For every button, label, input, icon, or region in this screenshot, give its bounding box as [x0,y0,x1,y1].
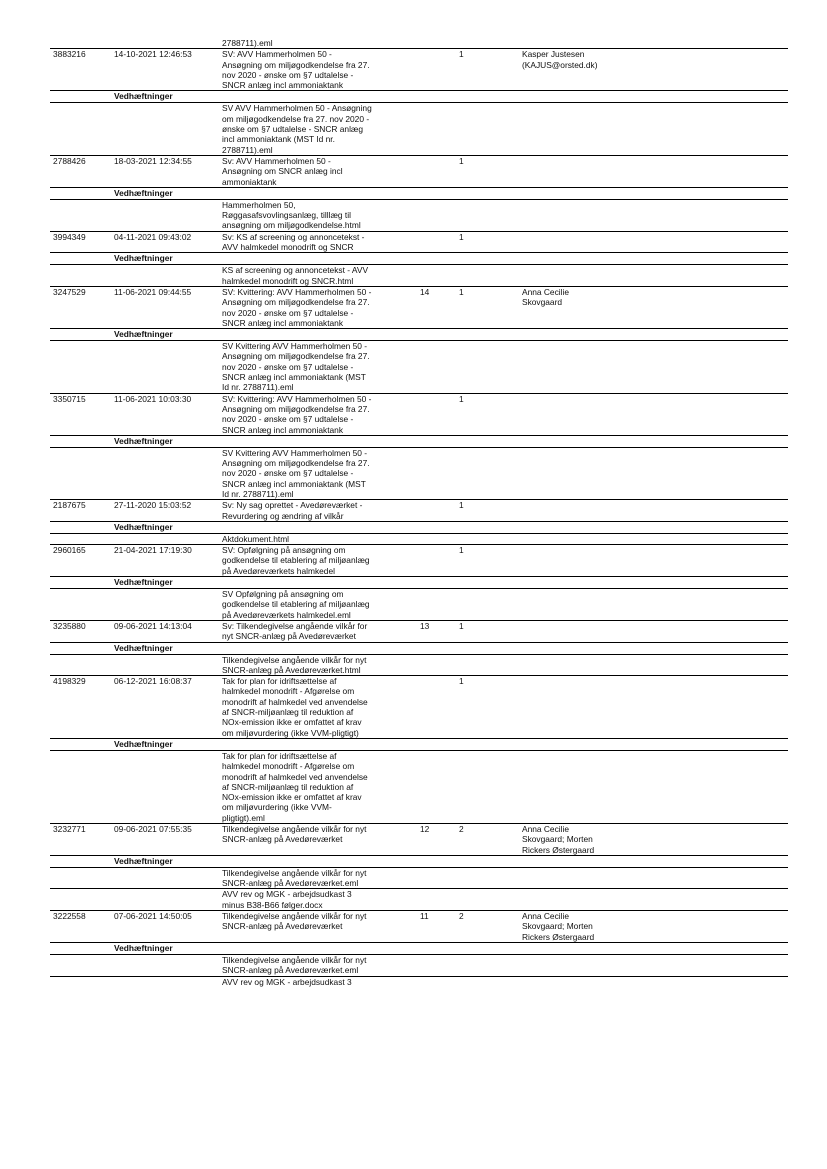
attachment-row [50,867,788,889]
attachment-indent [50,200,220,231]
record-col-a [418,545,457,576]
attachment-filename[interactable]: KS af screening og annoncetekst - AVV halmkedel monodrift og SNCR.html [222,265,369,286]
record-row[interactable] [50,231,788,253]
record-sender: Anna Cecilie Skovgaard; Morten Rickers Østergaard [522,824,595,855]
record-row[interactable] [50,286,788,328]
attachment-row [50,976,788,987]
record-row[interactable] [50,499,788,521]
record-date: 27-11-2020 15:03:52 [114,500,192,511]
attachment-filename[interactable]: AVV rev og MGK - arbejdsudkast 3 minus B38-B66 følger.docx [222,889,352,910]
record-id: 2788426 [53,155,86,166]
record-date: 09-06-2021 07:55:35 [114,824,192,834]
record-sender [520,621,788,642]
record-col-b: 1 [459,49,464,60]
attachments-label: Vedhæftninger [114,187,173,198]
attachment-indent [50,889,220,910]
record-col-a [418,500,457,521]
attachment-filename[interactable]: Aktdokument.html [222,533,290,544]
record-row[interactable] [50,48,788,90]
attachments-header [50,252,788,264]
attachment-indent [50,955,220,976]
attachments-label: Vedhæftninger [114,521,173,532]
record-sender [520,232,788,253]
attachment-indent [50,655,220,676]
attachments-label: Vedhæftninger [114,942,173,953]
attachment-filename[interactable]: SV Kvittering AVV Hammerholmen 50 - Ansøgning om miljøgodkendelse fra 27. nov 2020 - ønske om §7 udtalelse - SNCR anlæg incl ammoniaktank (MST Id nr. 2788711).eml [222,447,370,499]
attachments-label: Vedhæftninger [114,738,173,749]
record-col-a [418,394,457,435]
attachments-label: Vedhæftninger [114,642,173,653]
attachment-indent [50,103,220,154]
record-row[interactable] [50,910,788,942]
records-table [50,38,788,987]
record-col-b: 1 [459,155,464,166]
record-title[interactable]: Sv: Ny sag oprettet - Avedøreværket - Revurdering og ændring af vilkår [222,500,363,521]
attachment-filename[interactable]: AVV rev og MGK - arbejdsudkast 3 [222,976,352,987]
attachment-row [50,750,788,823]
attachment-filename[interactable]: Tilkendegivelse angående vilkår for nyt SNCR-anlæg på Avedøreværket.eml [222,954,367,976]
record-sender [520,394,788,435]
record-col-b: 1 [459,500,464,511]
record-row[interactable] [50,620,788,642]
attachments-header [50,90,788,102]
record-sender: Kasper Justesen (KAJUS@orsted.dk) [522,49,598,70]
attachments-header [50,328,788,340]
record-sender: Anna Cecilie Skovgaard; Morten Rickers Østergaard [522,911,595,942]
attachments-label: Vedhæftninger [114,855,173,866]
attachment-row [50,199,788,231]
record-title[interactable]: Tak for plan for idriftsættelse af halmkedel monodrift - Afgørelse om monodrift af halmkedel ved anvendelse af SNCR-miljøanlæg til reduktion af NOx-emission ikke er omfattet af krav om miljøvurdering (ikke VVM-pligtigt) [222,676,368,738]
attachment-row [50,102,788,154]
attachments-header [50,855,788,867]
attachment-filename[interactable]: SV Opfølgning på ansøgning om godkendelse til etablering af miljøanlæg på Avedøreværkets halmkedel.eml [222,589,370,620]
attachment-filename[interactable]: SV Kvittering AVV Hammerholmen 50 - Ansøgning om miljøgodkendelse fra 27. nov 2020 - ønske om §7 udtalelse - SNCR anlæg incl ammoniaktank (MST Id nr. 2788711).eml [222,341,370,393]
attachments-header [50,521,788,533]
attachment-filename[interactable]: Tak for plan for idriftsættelse af halmkedel monodrift - Afgørelse om monodrift af halmkedel ved anvendelse af SNCR-miljøanlæg til reduktion af NOx-emission ikke er omfattet af krav om miljøvurdering (ikke VVM- pligtigt).eml [222,750,368,823]
attachment-indent [50,977,220,987]
attachment-indent [50,868,220,889]
record-col-b: 1 [459,393,464,404]
record-col-a [418,232,457,253]
attachment-indent [50,265,220,286]
record-date: 21-04-2021 17:19:30 [114,545,192,556]
record-id: 3232771 [53,824,86,834]
record-id: 3350715 [53,393,86,404]
record-col-b: 1 [459,231,464,242]
record-id: 3994349 [53,231,86,242]
lead-attachment-row [50,38,788,48]
attachment-filename[interactable]: Hammerholmen 50, Røggasafsvovlingsanlæg, tilllæg til ansøgning om miljøgodkendelse.html [222,199,361,231]
attachment-filename[interactable]: 2788711).eml [222,38,273,48]
attachment-row [50,888,788,910]
attachments-header [50,942,788,954]
record-date: 04-11-2021 09:43:02 [114,231,192,242]
record-title[interactable]: Tilkendegivelse angående vilkår for nyt SNCR-anlæg på Avedøreværket [222,911,367,932]
record-id: 3235880 [53,620,86,631]
attachment-row [50,533,788,544]
attachment-indent [50,534,220,544]
record-col-b: 2 [459,911,464,922]
record-col-b: 1 [459,620,464,631]
record-col-a: 13 [420,620,430,631]
record-date: 07-06-2021 14:50:05 [114,911,192,922]
attachment-filename[interactable]: Tilkendegivelse angående vilkår for nyt SNCR-anlæg på Avedøreværket.html [222,654,367,675]
record-row[interactable] [50,155,788,187]
record-col-a [418,156,457,187]
record-col-a: 14 [420,286,430,297]
record-title[interactable]: SV: AVV Hammerholmen 50 - Ansøgning om miljøgodkendelse fra 27. nov 2020 - ønske om §7 udtalelse - SNCR anlæg incl ammoniaktank [222,49,370,91]
record-sender [520,156,788,187]
record-row[interactable] [50,675,788,738]
record-title[interactable]: SV: Kvittering: AVV Hammerholmen 50 - Ansøgning om miljøgodkendelse fra 27. nov 2020 - ønske om §7 udtalelse - SNCR anlæg incl ammoniaktank [222,286,372,328]
attachments-header [50,435,788,447]
record-id: 3883216 [53,49,86,60]
record-sender [520,500,788,521]
attachments-header [50,187,788,199]
record-sender [520,676,788,738]
attachment-indent [50,589,220,620]
record-col-a: 11 [420,911,429,922]
record-sender [520,545,788,576]
record-date: 11-06-2021 10:03:30 [114,393,192,404]
attachments-label: Vedhæftninger [114,329,173,340]
attachment-row [50,447,788,499]
record-row[interactable] [50,823,788,855]
record-id: 2187675 [53,500,86,511]
record-title[interactable]: Tilkendegivelse angående vilkår for nyt SNCR-anlæg på Avedøreværket [222,824,367,845]
record-row[interactable] [50,393,788,435]
record-date: 09-06-2021 14:13:04 [114,620,192,631]
record-title[interactable]: Sv: Tilkendegivelse angående vilkår for nyt SNCR-anlæg på Avedøreværket [222,620,368,642]
attachment-row [50,340,788,392]
attachments-label: Vedhæftninger [114,91,173,102]
record-col-b: 2 [459,824,464,834]
record-row[interactable] [50,544,788,576]
records-list [50,48,788,987]
record-id: 4198329 [53,676,86,687]
record-col-b: 1 [459,676,464,687]
attachment-filename[interactable]: Tilkendegivelse angående vilkår for nyt SNCR-anlæg på Avedøreværket.eml [222,867,367,889]
record-id: 2960165 [53,545,86,556]
record-date: 11-06-2021 09:44:55 [114,286,192,297]
attachments-header [50,576,788,588]
attachment-row [50,654,788,676]
attachment-indent [50,448,220,499]
record-id: 3222558 [53,911,86,922]
record-id: 3247529 [53,286,86,297]
attachment-row [50,588,788,620]
record-col-a [418,676,457,738]
attachment-indent [50,751,220,823]
attachment-row [50,264,788,286]
attachments-header [50,642,788,654]
record-col-b: 1 [459,286,464,297]
attachment-indent [50,341,220,392]
record-col-b: 1 [459,545,464,556]
record-title[interactable]: Sv: KS af screening og annoncetekst - AVV halmkedel monodrift og SNCR [222,231,365,253]
record-date: 14-10-2021 12:46:53 [114,49,192,60]
attachments-label: Vedhæftninger [114,253,173,264]
record-col-a [418,49,457,90]
attachments-label: Vedhæftninger [114,435,173,446]
record-date: 18-03-2021 12:34:55 [114,155,192,166]
record-date: 06-12-2021 16:08:37 [114,676,192,687]
record-title[interactable]: Sv: AVV Hammerholmen 50 - Ansøgning om SNCR anlæg incl ammoniaktank [222,155,343,187]
record-sender: Anna Cecilie Skovgaard [522,286,570,308]
record-title[interactable]: SV: Opfølgning på ansøgning om godkendelse til etablering af miljøanlæg på Avedøreværkets halmkedel [222,545,370,576]
attachments-header [50,738,788,750]
attachments-label: Vedhæftninger [114,577,173,588]
attachment-row [50,954,788,976]
record-col-a: 12 [420,824,430,834]
attachment-filename[interactable]: SV AVV Hammerholmen 50 - Ansøgning om miljøgodkendelse fra 27. nov 2020 - ønske om §7 udtalelse - SNCR anlæg incl ammoniaktank (MST Id nr. 2788711).eml [222,103,372,155]
record-title[interactable]: SV: Kvittering: AVV Hammerholmen 50 - Ansøgning om miljøgodkendelse fra 27. nov 2020 - ønske om §7 udtalelse - SNCR anlæg incl ammoniaktank [222,393,372,435]
